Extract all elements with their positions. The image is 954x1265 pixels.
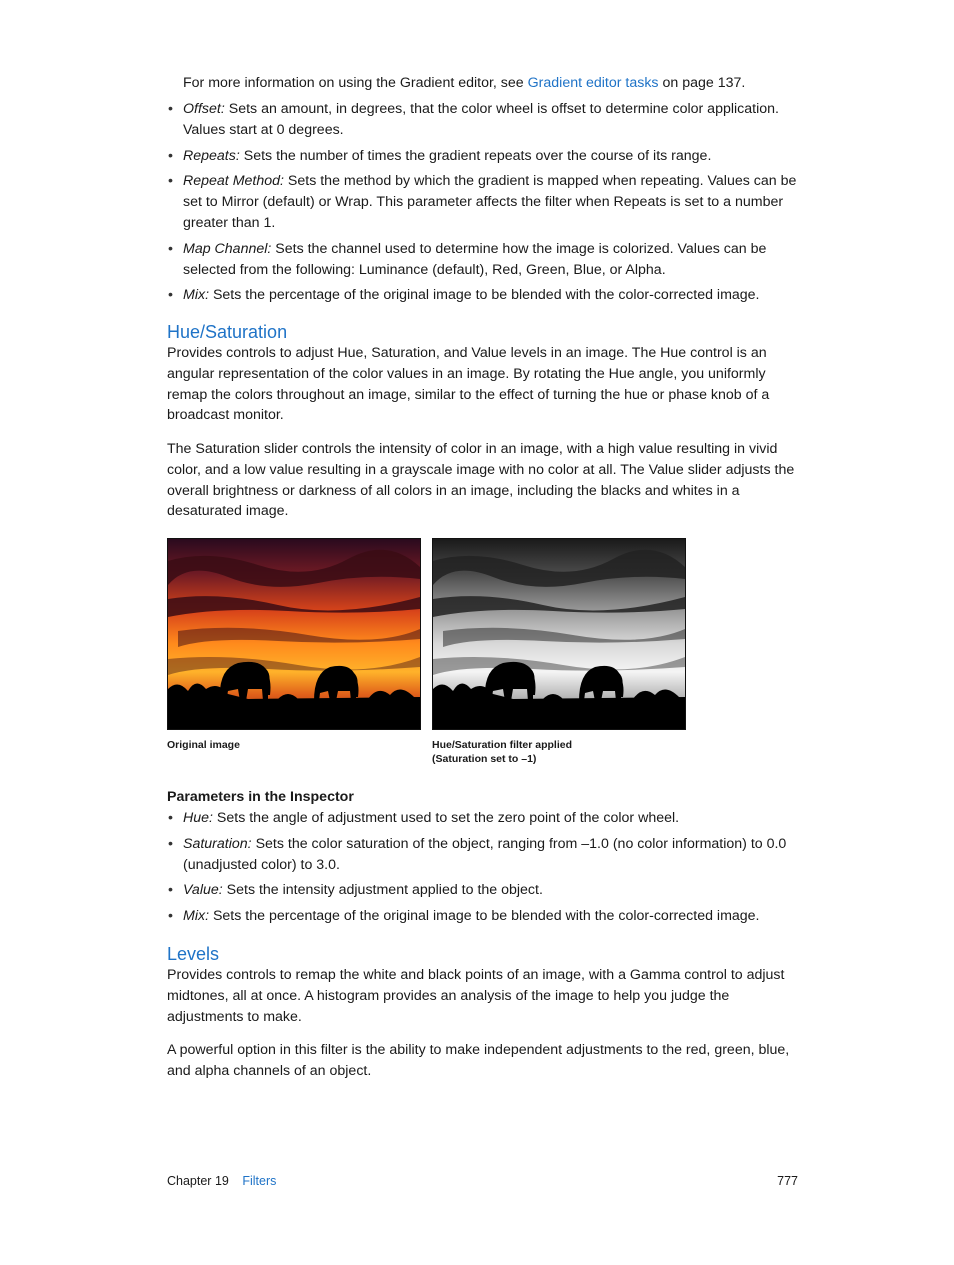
levels-paragraph-1: Provides controls to remap the white and black points of an image, with a Gamma control to adjust midtones, all at once. A histogram provides an analysis of the image to help you judge the adjustments to make. — [167, 967, 785, 1025]
footer-chapter-number: Chapter 19 — [167, 1174, 229, 1188]
list-item: • Value: Sets the intensity adjustment applied to the object. — [167, 880, 803, 901]
hue-saturation-paragraph-1: Provides controls to adjust Hue, Saturation, and Value levels in an image. The Hue control is an angular representation of the color values in an image. By rotating the Hue angle, you uniformly remap the colors throughout an image, similar to the effect of turning the hue or phase knob of a broadcast monitor. — [167, 345, 770, 424]
footer-section-link[interactable]: Filters — [242, 1174, 277, 1188]
gradient-parameter-list — [167, 99, 803, 306]
list-item: • Mix: Sets the percentage of the original image to be blended with the color-corrected image. — [167, 285, 803, 306]
list-item: • Mix: Sets the percentage of the original image to be blended with the color-corrected image. — [167, 906, 803, 927]
original-sunset-illustration — [168, 539, 420, 729]
footer-chapter — [167, 1172, 276, 1190]
intro-text-before: For more information on using the Gradient editor, see — [183, 75, 528, 91]
list-item: • Repeat Method: Sets the method by which the gradient is mapped when repeating. Values can be set to Mirror (default) or Wrap. This parameter affects the filter when Repeats is set to a number greater than 1. — [167, 171, 803, 233]
list-item: • Hue: Sets the angle of adjustment used to set the zero point of the color wheel. — [167, 808, 803, 829]
parameters-in-inspector-heading: Parameters in the Inspector — [167, 789, 354, 805]
hue-saturation-paragraph-2: The Saturation slider controls the intensity of color in an image, with a high value resulting in vivid color, and a low value resulting in a grayscale image with no color at all. The Value slider adjusts the overall brightness or darkness of all colors in an image, including the blacks and whites in a desaturated image. — [167, 441, 795, 520]
gradient-intro — [183, 73, 803, 94]
levels-heading: Levels — [167, 944, 220, 964]
levels-paragraph-2: A powerful option in this filter is the ability to make independent adjustments to the red, green, blue, and alpha channels of an object. — [167, 1042, 790, 1079]
intro-text-after: on page 137. — [658, 75, 746, 91]
desaturated-image-caption: Hue/Saturation filter applied (Saturation set to –1) — [432, 739, 573, 765]
list-item: • Offset: Sets an amount, in degrees, that the color wheel is offset to determine color application. Values start at 0 degrees. — [167, 99, 803, 141]
list-item: • Repeats: Sets the number of times the gradient repeats over the course of its range. — [167, 146, 803, 167]
list-item: • Saturation: Sets the color saturation of the object, ranging from –1.0 (no color information) to 0.0 (unadjusted color) to 3.0. — [167, 834, 803, 876]
gradient-editor-tasks-link[interactable]: Gradient editor tasks — [527, 75, 659, 91]
page-number: 777 — [777, 1174, 798, 1188]
original-sunset-image — [167, 538, 421, 730]
hue-saturation-heading: Hue/Saturation — [167, 322, 288, 342]
list-item: • Map Channel: Sets the channel used to determine how the image is colorized. Values can be selected from the following: Luminance (default), Red, Green, Blue, or Alpha. — [167, 239, 803, 281]
original-image-caption: Original image — [167, 739, 240, 751]
desaturated-sunset-illustration — [433, 539, 685, 729]
hue-saturation-parameter-list — [167, 808, 803, 927]
desaturated-sunset-image — [432, 538, 686, 730]
